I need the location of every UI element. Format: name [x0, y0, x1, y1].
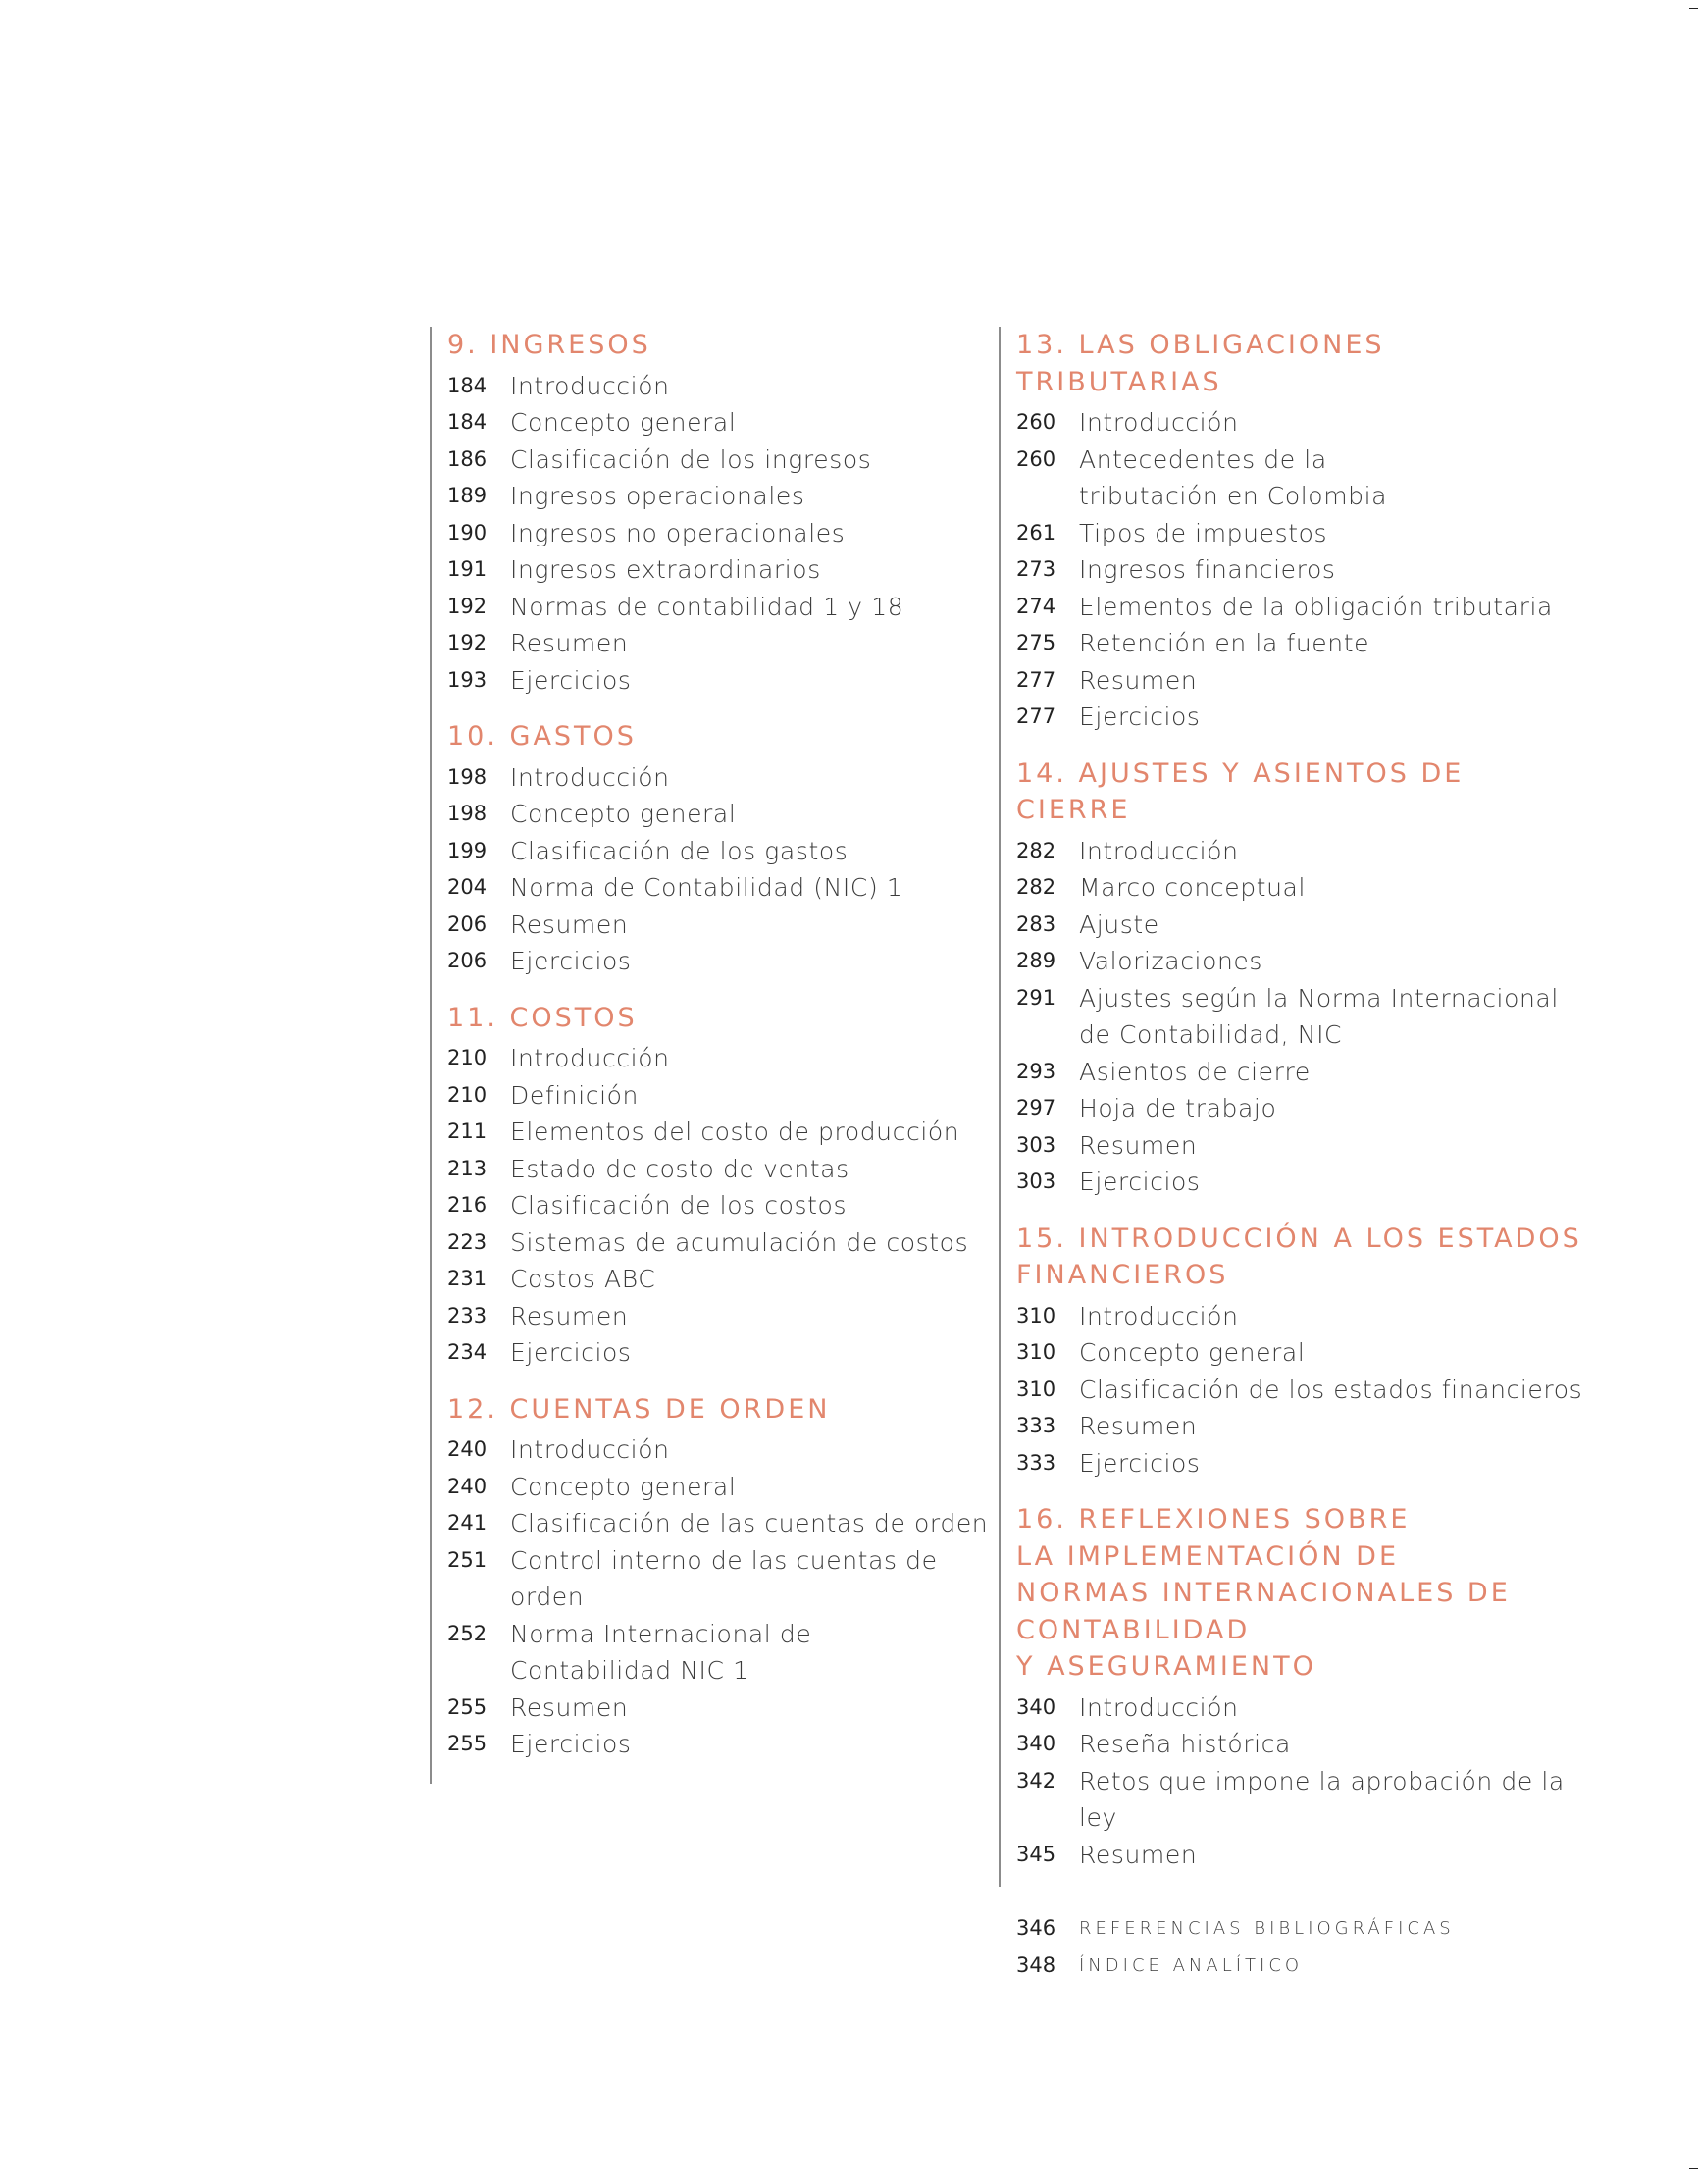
chapter-section: [1016, 1221, 1585, 1482]
toc-entry: [447, 943, 997, 980]
entry-title: Ejercicios: [1079, 1448, 1201, 1478]
entry-title: Introducción: [510, 762, 670, 792]
chapter-title: 14. AJUSTES Y ASIENTOS DE CIERRE: [1016, 757, 1465, 825]
entry-title: Ingresos operacionales: [510, 482, 805, 510]
toc-entry: [447, 589, 997, 626]
entry-title: Ingresos financieros: [1079, 555, 1336, 584]
chapter-title: 13. LAS OBLIGACIONES TRIBUTARIAS: [1016, 330, 1385, 397]
page-number: 340: [1016, 1694, 1056, 1719]
page-number: 297: [1016, 1096, 1056, 1119]
toc-entry: [447, 907, 997, 944]
entry-title: Resumen: [510, 910, 629, 939]
chapter-section: [1016, 755, 1585, 1201]
entry-title: Resumen: [510, 1692, 629, 1722]
page-number: 240: [447, 1437, 488, 1461]
page-number: 293: [1016, 1059, 1056, 1083]
page-number: 198: [447, 764, 488, 789]
page-number: 251: [447, 1547, 488, 1572]
entry-title: Control interno de las cuentas de orden: [510, 1545, 938, 1611]
entry-title: Clasificación de los estados financieros: [1079, 1375, 1583, 1404]
toc-entry: [447, 1114, 997, 1151]
entry-title: ÍNDICE ANALÍTICO: [1079, 1954, 1304, 1976]
page-number: 273: [1016, 557, 1056, 581]
toc-entry: [1016, 551, 1585, 589]
page-number: 255: [447, 1694, 488, 1719]
entry-title: Introducción: [510, 371, 670, 400]
toc-entry: [1016, 699, 1585, 736]
page-number: 282: [1016, 838, 1056, 862]
chapter-section: [1016, 327, 1585, 736]
entry-title: Valorizaciones: [1079, 947, 1263, 975]
toc-entry: [447, 551, 997, 589]
entry-title: Concepto general: [510, 1472, 737, 1501]
entry-title: Norma Internacional de Contabilidad NIC 1: [510, 1619, 812, 1685]
toc-entry: [1016, 833, 1585, 870]
entry-title: Ejercicios: [1079, 1168, 1201, 1196]
chapter-title: 10. GASTOS: [447, 721, 637, 752]
entry-title: REFERENCIAS BIBLIOGRÁFICAS: [1079, 1918, 1455, 1939]
page-number: 204: [447, 875, 488, 899]
page-number: 348: [1016, 1952, 1056, 1977]
entry-title: Clasificación de los ingresos: [510, 444, 872, 474]
chapter-title: 9. INGRESOS: [447, 330, 651, 360]
entry-title: Reseña histórica: [1079, 1730, 1291, 1758]
toc-entry: [1016, 515, 1585, 552]
toc-entry: [1016, 1763, 1585, 1837]
chapter-title: 12. CUENTAS DE ORDEN: [447, 1393, 831, 1425]
toc-entry: [447, 1690, 997, 1727]
toc-entry: [447, 1726, 997, 1763]
toc-entry: [1016, 980, 1585, 1054]
page-number: 190: [447, 520, 488, 545]
chapter-section: [447, 1000, 997, 1372]
toc-entry: [447, 1224, 997, 1262]
toc-left-column: [430, 327, 997, 1784]
toc-entry: [1016, 404, 1585, 442]
toc-entry: [1016, 442, 1585, 515]
page-number: 291: [1016, 985, 1056, 1010]
entry-title: Elementos del costo de producción: [510, 1118, 960, 1146]
toc-entry: [1016, 662, 1585, 700]
page-number: 282: [1016, 875, 1056, 899]
page-number: 233: [447, 1303, 488, 1327]
toc-entry: [1016, 1334, 1585, 1372]
toc-entry: [447, 1261, 997, 1298]
entry-title: Resumen: [510, 629, 629, 657]
toc-entry: [447, 1187, 997, 1224]
chapter-section: [447, 327, 997, 699]
page-number: 277: [1016, 704, 1056, 728]
page-number: 198: [447, 802, 488, 825]
crop-mark-top-right: [1689, 8, 1698, 9]
toc-entry: [447, 1298, 997, 1335]
entry-title: Retos que impone la aprobación de la ley: [1079, 1766, 1565, 1832]
toc-entry: [447, 1151, 997, 1188]
page-number: 186: [447, 446, 488, 471]
page-number: 277: [1016, 667, 1056, 692]
entry-title: Ejercicios: [510, 1730, 632, 1758]
toc-right-column: [999, 327, 1585, 1977]
entry-title: Introducción: [510, 1435, 670, 1464]
entry-title: Marco conceptual: [1079, 873, 1306, 902]
toc-entry: [1016, 1090, 1585, 1127]
toc-entry: [1016, 1690, 1585, 1727]
page-number: 274: [1016, 594, 1056, 618]
crop-mark-bottom-right: [1689, 2168, 1698, 2169]
toc-entry: [1016, 1445, 1585, 1482]
chapter-title: 11. COSTOS: [447, 1002, 638, 1033]
toc-entry: [447, 869, 997, 907]
page-number: 260: [1016, 446, 1056, 471]
entry-title: Introducción: [510, 1044, 670, 1072]
entry-title: Tipos de impuestos: [1079, 518, 1328, 547]
page-number: 189: [447, 484, 488, 507]
toc-entry: [1016, 1054, 1585, 1091]
toc-entry: [1016, 1837, 1585, 1874]
toc-entry: [1016, 1726, 1585, 1763]
toc-entry: [447, 1505, 997, 1542]
page-number: 340: [1016, 1732, 1056, 1755]
chapter-section: [447, 718, 997, 980]
toc-entry: [447, 1469, 997, 1506]
toc-entry: [1016, 1164, 1585, 1201]
chapter-section: [1016, 1501, 1585, 1873]
toc-entry: [447, 404, 997, 442]
page-number: 303: [1016, 1170, 1056, 1193]
back-matter-entry: [1016, 1910, 1585, 1948]
toc-entry: [1016, 943, 1585, 980]
back-matter-list: [1016, 1910, 1585, 1984]
toc-entry: [447, 368, 997, 405]
entry-title: Normas de contabilidad 1 y 18: [510, 592, 904, 621]
page-number: 342: [1016, 1768, 1056, 1793]
page-number: 255: [447, 1732, 488, 1755]
page-number: 213: [447, 1156, 488, 1180]
toc-entry: [1016, 1127, 1585, 1165]
entry-title: Concepto general: [1079, 1338, 1306, 1367]
entry-title: Ajustes según la Norma Internacional de Contabilidad, NIC: [1079, 983, 1559, 1049]
page-number: 310: [1016, 1303, 1056, 1327]
entry-title: Asientos de cierre: [1079, 1057, 1311, 1086]
toc-entry: [1016, 589, 1585, 626]
entry-title: Retención en la fuente: [1079, 629, 1370, 657]
page-number: 184: [447, 410, 488, 434]
toc-entry: [447, 442, 997, 479]
page-number: 310: [1016, 1340, 1056, 1364]
page-number: 260: [1016, 410, 1056, 434]
entry-title: Introducción: [1079, 1692, 1239, 1722]
entry-title: Ingresos extraordinarios: [510, 555, 821, 584]
page-number: 275: [1016, 631, 1056, 654]
toc-entry: [447, 662, 997, 700]
page-number: 303: [1016, 1132, 1056, 1157]
entry-title: Costos ABC: [510, 1265, 656, 1293]
page-number: 192: [447, 631, 488, 654]
page-number: 192: [447, 594, 488, 618]
toc-entry: [447, 796, 997, 833]
page-number: 289: [1016, 949, 1056, 972]
entry-title: Introducción: [1079, 408, 1239, 437]
entry-title: Resumen: [1079, 1412, 1198, 1440]
toc-entry: [447, 1040, 997, 1077]
entry-title: Elementos de la obligación tributaria: [1079, 592, 1553, 621]
page-number: 252: [447, 1621, 488, 1645]
page-number: 231: [447, 1267, 488, 1290]
page-number: 211: [447, 1119, 488, 1143]
page-number: 199: [447, 838, 488, 862]
page-number: 333: [1016, 1414, 1056, 1437]
page-number: 210: [447, 1046, 488, 1069]
toc-entry: [447, 1334, 997, 1372]
toc-entry: [1016, 869, 1585, 907]
toc-entry: [447, 759, 997, 797]
toc-entry: [447, 1077, 997, 1115]
entry-title: Ejercicios: [510, 665, 632, 695]
entry-title: Antecedentes de la tributación en Colombia: [1079, 444, 1388, 510]
toc-entry: [447, 1616, 997, 1690]
page-number: 234: [447, 1340, 488, 1364]
page-number: 310: [1016, 1377, 1056, 1401]
toc-entry: [447, 1431, 997, 1469]
toc-entry: [447, 833, 997, 870]
page-number: 216: [447, 1193, 488, 1217]
toc-entry: [447, 478, 997, 515]
entry-title: Sistemas de acumulación de costos: [510, 1227, 969, 1257]
entry-title: Resumen: [1079, 665, 1198, 695]
entry-title: Introducción: [1079, 1301, 1239, 1330]
entry-title: Introducción: [1079, 836, 1239, 865]
chapter-section: [447, 1391, 997, 1763]
page-number: 206: [447, 949, 488, 972]
entry-title: Clasificación de los gastos: [510, 836, 849, 865]
entry-title: Ejercicios: [510, 1338, 632, 1367]
toc-entry: [447, 625, 997, 662]
entry-title: Concepto general: [510, 408, 737, 437]
page-number: 261: [1016, 520, 1056, 545]
entry-title: Resumen: [1079, 1130, 1198, 1160]
toc-entry: [1016, 625, 1585, 662]
toc-entry: [1016, 1298, 1585, 1335]
toc-entry: [447, 515, 997, 552]
entry-title: Clasificación de los costos: [510, 1191, 848, 1220]
page-number: 193: [447, 667, 488, 692]
page-number: 210: [447, 1082, 488, 1107]
page-number: 191: [447, 557, 488, 581]
toc-entry: [1016, 1372, 1585, 1409]
chapter-title: 15. INTRODUCCIÓN A LOS ESTADOS FINANCIEROS: [1016, 1222, 1582, 1290]
entry-title: Hoja de trabajo: [1079, 1094, 1277, 1122]
page-number: 241: [447, 1511, 488, 1534]
page-number: 345: [1016, 1842, 1056, 1866]
toc-entry: [1016, 1408, 1585, 1445]
entry-title: Ejercicios: [510, 947, 632, 975]
page-number: 283: [1016, 911, 1056, 936]
entry-title: Definición: [510, 1080, 639, 1110]
toc-entry: [1016, 907, 1585, 944]
entry-title: Clasificación de las cuentas de orden: [510, 1509, 989, 1537]
page-number: 184: [447, 373, 488, 397]
page-number: 223: [447, 1229, 488, 1254]
entry-title: Resumen: [1079, 1840, 1198, 1869]
entry-title: Concepto general: [510, 800, 737, 828]
page-number: 240: [447, 1474, 488, 1498]
entry-title: Ingresos no operacionales: [510, 518, 846, 547]
entry-title: Ajuste: [1079, 910, 1159, 939]
page-number: 346: [1016, 1916, 1056, 1940]
chapter-title: 16. REFLEXIONES SOBRE LA IMPLEMENTACIÓN DE NORMAS INTERNACIONALES DE CONTABILIDAD Y ASEGURAMIENTO: [1016, 1504, 1511, 1682]
toc-entry: [447, 1542, 997, 1616]
entry-title: Ejercicios: [1079, 702, 1201, 731]
page-number: 206: [447, 911, 488, 936]
page-number: 333: [1016, 1450, 1056, 1475]
entry-title: Resumen: [510, 1301, 629, 1330]
entry-title: Norma de Contabilidad (NIC) 1: [510, 873, 903, 902]
entry-title: Estado de costo de ventas: [510, 1154, 849, 1183]
back-matter-entry: [1016, 1948, 1585, 1985]
